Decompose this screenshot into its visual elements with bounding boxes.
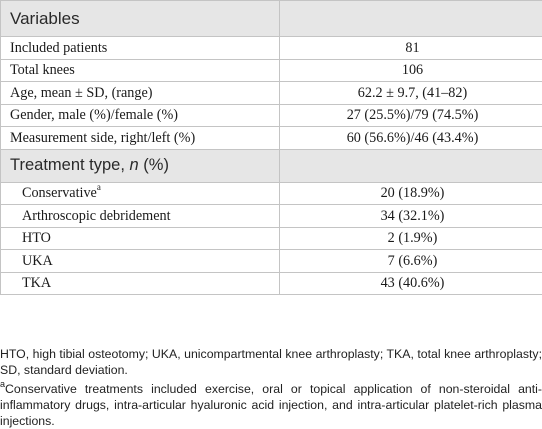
row-label: Total knees: [1, 59, 280, 82]
footnote-marker: a: [0, 379, 5, 389]
section-label-prefix: Treatment type,: [10, 156, 130, 174]
row-value: 2 (1.9%): [280, 227, 542, 250]
row-value: 34 (32.1%): [280, 205, 542, 228]
row-value: 60 (56.6%)/46 (43.4%): [280, 127, 542, 150]
header-variables: Variables: [1, 1, 280, 37]
row-label: UKA: [1, 250, 280, 273]
table-row: [1, 227, 542, 250]
section-value: [280, 149, 542, 182]
section-header-row: [1, 149, 542, 182]
row-value: 27 (25.5%)/79 (74.5%): [280, 104, 542, 127]
table-row: [1, 59, 542, 82]
row-label: [1, 182, 280, 205]
table-row: [1, 82, 542, 105]
row-label: Arthroscopic debridement: [1, 205, 280, 228]
table-row: [1, 272, 542, 295]
row-label: Gender, male (%)/female (%): [1, 104, 280, 127]
row-value: 43 (40.6%): [280, 272, 542, 295]
row-value: 7 (6.6%): [280, 250, 542, 273]
row-label: TKA: [1, 272, 280, 295]
treatment-label: Conservative: [22, 185, 97, 201]
footnote-marker: a: [97, 182, 101, 192]
row-value: 20 (18.9%): [280, 182, 542, 205]
footnote-conservative: [0, 381, 542, 429]
table-row: [1, 205, 542, 228]
section-label-suffix: (%): [139, 156, 169, 174]
row-label: Included patients: [1, 37, 280, 60]
table-row: [1, 37, 542, 60]
row-value: 106: [280, 59, 542, 82]
table-row: [1, 104, 542, 127]
table-header-row: [1, 1, 542, 37]
row-label: Measurement side, right/left (%): [1, 127, 280, 150]
row-label: HTO: [1, 227, 280, 250]
table-row: [1, 182, 542, 205]
row-label: Age, mean ± SD, (range): [1, 82, 280, 105]
row-value: 62.2 ± 9.7, (41–82): [280, 82, 542, 105]
table-footnotes: [0, 346, 542, 429]
header-value: [280, 1, 542, 37]
row-value: 81: [280, 37, 542, 60]
section-treatment-type: [1, 149, 280, 182]
table-row: [1, 250, 542, 273]
footnote-text: Conservative treatments included exercise, oral or topical application of non-steroidal anti-inflammatory drugs, intra-articular hyaluronic acid injection, and intra-articular platelet-rich plasma injections.: [0, 382, 542, 429]
table-row: [1, 127, 542, 150]
section-label-italic: n: [130, 156, 139, 174]
footnote-abbreviations: HTO, high tibial osteotomy; UKA, unicompartmental knee arthroplasty; TKA, total knee arthroplasty; SD, standard deviation.: [0, 346, 542, 379]
